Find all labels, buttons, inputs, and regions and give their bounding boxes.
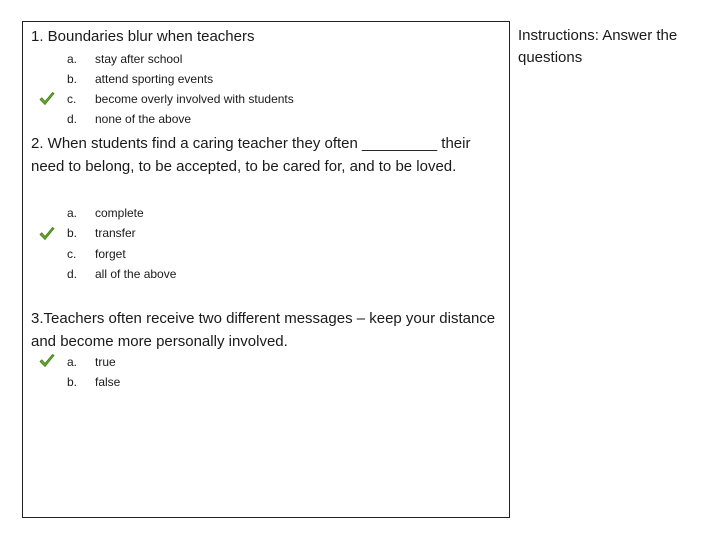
option-letter: c.: [67, 247, 77, 261]
option-label: stay after school: [95, 52, 183, 66]
question-2-text: 2. When students find a caring teacher they often _________ their need to belong, to be accepted, to be cared for, and to be loved.: [31, 135, 471, 175]
option-label: attend sporting events: [95, 72, 214, 86]
question-1-option-b[interactable]: [67, 69, 487, 89]
checkmark-icon: [39, 227, 55, 241]
question-2-option-a[interactable]: [67, 203, 487, 223]
option-letter: a.: [67, 206, 78, 220]
option-letter: b.: [67, 226, 78, 240]
quiz-box: [22, 21, 510, 518]
option-letter: b.: [67, 375, 78, 389]
question-1-option-d[interactable]: [67, 109, 487, 129]
option-label: false: [95, 375, 121, 389]
option-letter: a.: [67, 355, 78, 369]
option-letter: c.: [67, 92, 77, 106]
option-letter: d.: [67, 267, 78, 281]
option-label: none of the above: [95, 112, 192, 126]
question-2-option-d[interactable]: [67, 264, 487, 284]
question-1-option-c[interactable]: [67, 89, 487, 109]
question-1-text: 1. Boundaries blur when teachers: [31, 28, 255, 45]
option-letter: d.: [67, 112, 78, 126]
checkmark-icon: [39, 92, 55, 106]
question-2-option-b[interactable]: [67, 223, 487, 243]
option-label: forget: [95, 247, 126, 261]
instructions-text: Instructions: Answer the questions: [518, 27, 678, 66]
option-label: transfer: [95, 226, 136, 240]
option-label: become overly involved with students: [95, 92, 294, 106]
option-letter: b.: [67, 72, 78, 86]
question-3-option-a[interactable]: [67, 352, 487, 372]
option-label: true: [95, 355, 116, 369]
option-letter: a.: [67, 52, 78, 66]
question-1-option-a[interactable]: [67, 49, 487, 69]
question-3-option-b[interactable]: [67, 372, 487, 392]
question-3-text: 3.Teachers often receive two different messages – keep your distance and become more personally involved.: [31, 310, 496, 350]
checkmark-icon: [39, 354, 55, 368]
option-label: all of the above: [95, 267, 177, 281]
option-label: complete: [95, 206, 144, 220]
question-2-option-c[interactable]: [67, 244, 487, 264]
